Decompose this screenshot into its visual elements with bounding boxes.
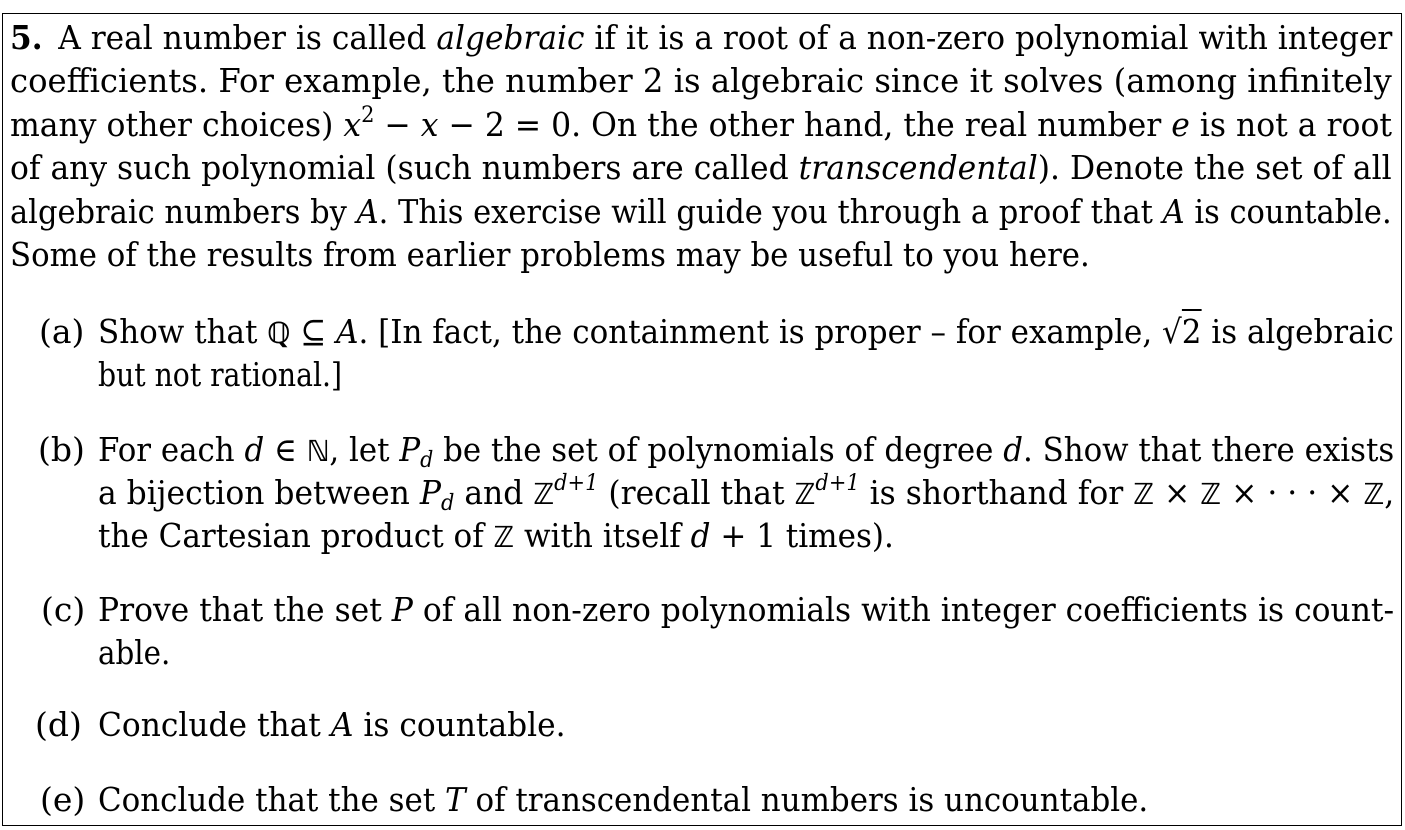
blackboard-symbol: ℤ [1200, 477, 1222, 511]
math-italic: P [419, 473, 441, 512]
intro-line [10, 105, 1392, 145]
superscript: d+1 [815, 471, 860, 496]
text-run: ). Denote the set of all [1037, 148, 1392, 187]
math-italic: x [420, 105, 439, 144]
math-italic: algebraic [436, 18, 585, 57]
math-italic: P [391, 590, 413, 629]
text-run: + 1 times). [710, 516, 894, 555]
part-line [98, 430, 1394, 471]
text-run: with itself [514, 516, 691, 555]
intro-line [10, 148, 1392, 188]
math-italic: d [690, 516, 711, 555]
math-italic: A [1162, 192, 1185, 231]
intro-line [10, 235, 1090, 275]
part-line [98, 633, 170, 673]
blackboard-symbol: ℤ [533, 477, 555, 511]
text-run: ⊆ [290, 312, 337, 351]
text-run: Conclude that the set [98, 780, 446, 819]
math-italic: T [445, 780, 466, 819]
text-run: is shorthand for [859, 473, 1134, 512]
intro-line [10, 18, 1392, 58]
part-label: (b) [38, 430, 85, 469]
math-italic: A [356, 192, 379, 231]
part-line [98, 473, 1394, 514]
blackboard-symbol: ℤ [1363, 477, 1385, 511]
text-run: able. [98, 633, 171, 672]
text-run: the Cartesian product of [98, 516, 494, 555]
part-line [98, 355, 342, 395]
text-run: For each [98, 430, 245, 469]
text-run: coefficients. For example, the number 2 is algebraic since it solves (among infinitely [10, 61, 1392, 100]
math-italic: transcendental [798, 148, 1038, 187]
math-italic: e [1171, 105, 1190, 144]
part-line [98, 312, 1394, 353]
superscript: 2 [361, 103, 375, 128]
text-run: . [In fact, the containment is proper – for example, √ [358, 312, 1182, 351]
part-line [98, 705, 566, 745]
text-run: algebraic numbers by [10, 192, 357, 231]
text-run: is not a root [1189, 105, 1392, 144]
text-run: . Show that there exists [1022, 430, 1395, 469]
text-run: Prove that the set [98, 590, 392, 629]
blackboard-symbol: ℕ [306, 434, 330, 468]
text-run: is countable. [1184, 192, 1392, 231]
text-run: − [374, 105, 421, 144]
superscript: d+1 [554, 471, 599, 496]
text-run: (recall that [598, 473, 795, 512]
math-italic: A [330, 705, 354, 744]
text-run: A real number is called [58, 18, 437, 57]
text-run: , [1384, 473, 1395, 512]
part-line [98, 780, 1148, 820]
math-italic: d [1003, 430, 1023, 469]
text-run: be the set of polynomials of degree [433, 430, 1004, 469]
text-run: is algebraic [1201, 312, 1394, 351]
text-run: − 2 = 0. On the other hand, the real number [438, 105, 1172, 144]
blackboard-symbol: ℤ [493, 520, 515, 554]
text-run: . This exercise will guide you through a proof that [378, 192, 1163, 231]
subscript: d [420, 448, 434, 473]
part-label: (d) [35, 705, 82, 744]
text-run: a bijection between [98, 473, 420, 512]
text-run: and [454, 473, 534, 512]
text-run: but not rational.] [98, 355, 342, 394]
blackboard-symbol: ℚ [267, 316, 291, 350]
part-label: (a) [39, 312, 85, 351]
part-label: (c) [41, 590, 86, 629]
text-run: × [1154, 473, 1201, 512]
blackboard-symbol: ℤ [1133, 477, 1155, 511]
math-italic: P [399, 430, 421, 469]
text-run: Conclude that [98, 705, 331, 744]
text-run: Show that [98, 312, 268, 351]
subscript: d [440, 491, 455, 516]
math-italic: d [244, 430, 265, 469]
text-run: if it is a root of a non-zero polynomial with integer [584, 18, 1393, 57]
text-run: of all non-zero polynomials with integer coefficients is count- [412, 590, 1395, 629]
text-run: of transcendental numbers is uncountable. [465, 780, 1149, 819]
intro-line [10, 61, 1392, 101]
part-line [98, 516, 894, 557]
text-run: of any such polynomial (such numbers are called [10, 148, 799, 187]
part-line [98, 590, 1394, 630]
intro-line [10, 192, 1392, 232]
sqrt-radicand: 2 [1182, 309, 1202, 351]
text-run: Some of the results from earlier problems may be useful to you here. [10, 235, 1090, 274]
math-italic: A [336, 312, 359, 351]
part-label: (e) [40, 780, 86, 819]
text-run: ∈ [264, 430, 307, 469]
math-italic: x [343, 105, 362, 144]
text-run: is countable. [353, 705, 566, 744]
text-run: × · · · × [1221, 473, 1364, 512]
blackboard-symbol: ℤ [794, 477, 816, 511]
problem-number: 5. [10, 18, 43, 57]
text-run: many other choices) [10, 105, 344, 144]
text-run: , let [329, 430, 400, 469]
